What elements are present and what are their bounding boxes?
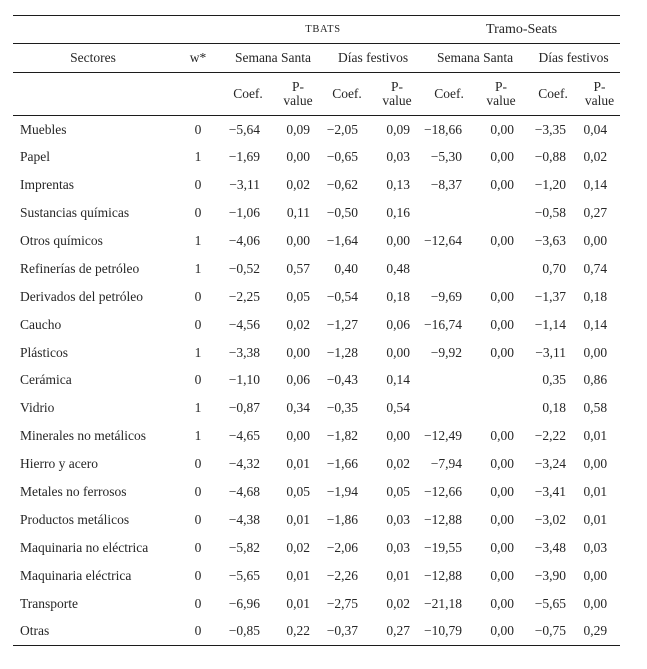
pvalue-value-cell: 0,09	[386, 121, 411, 137]
pvalue-value-cell: 0,22	[273, 618, 323, 646]
pvalue-value-cell: 0,00	[286, 149, 310, 165]
pvalue-value-cell: 0,01	[583, 428, 608, 444]
results-table-container	[13, 15, 620, 646]
pvalue-value-cell: 0,00	[490, 484, 515, 500]
coef-value-cell: −1,27	[326, 316, 358, 332]
coef-value-cell: −3,11	[535, 344, 567, 360]
pvalue-value-cell: 0,01	[583, 511, 608, 527]
pvalue-header-line1: P-	[495, 78, 508, 94]
pvalue-value-cell: 0,00	[490, 456, 515, 472]
table-body	[13, 116, 620, 646]
coef-value-cell: −4,68	[228, 484, 260, 500]
table-row	[13, 618, 620, 646]
sector-name-cell: Minerales no metálicos	[20, 428, 146, 444]
pvalue-value-cell: 0,02	[286, 539, 310, 555]
sector-name-cell: Maquinaria eléctrica	[20, 567, 132, 583]
pvalue-value-cell: 0,00	[490, 316, 515, 332]
weight-value-cell: 1	[194, 428, 202, 444]
coef-value-cell: −3,02	[534, 511, 567, 527]
coef-value-cell: −1,14	[534, 316, 567, 332]
sector-name-cell: Otras	[13, 618, 173, 646]
coef-value-cell: −12,88	[424, 567, 463, 583]
coef-value-cell: −1,69	[228, 149, 260, 165]
coef-value-cell: −21,18	[424, 595, 463, 611]
coef-value-cell: −0,85	[223, 618, 273, 646]
table-row	[13, 171, 620, 199]
coef-value-cell: −4,38	[228, 511, 260, 527]
coef-value-cell: −9,69	[430, 288, 463, 304]
coef-value-cell: −2,26	[326, 567, 358, 583]
table-row	[13, 562, 620, 590]
table-row	[13, 116, 620, 144]
group-header-spacer	[13, 16, 223, 44]
coef-value-cell: −3,41	[534, 484, 567, 500]
sector-name-cell: Refinerías de petróleo	[20, 260, 140, 276]
pvalue-header	[579, 73, 620, 116]
tramo-seats-group-header: Tramo-Seats	[423, 16, 620, 44]
pvalue-value-cell: 0,05	[286, 484, 310, 500]
pvalue-value-cell: 0,01	[286, 567, 310, 583]
coef-value-cell: −1,94	[326, 484, 358, 500]
pvalue-value-cell: 0,03	[386, 539, 411, 555]
coef-value-cell: −18,66	[424, 121, 463, 137]
tramo-dias-festivos-header: Días festivos	[527, 44, 620, 73]
table-row	[13, 339, 620, 367]
pvalue-value-cell: 0,03	[583, 539, 608, 555]
sector-name-cell: Metales no ferrosos	[20, 484, 127, 500]
coef-value-cell: −3,38	[228, 344, 260, 360]
table-row	[13, 478, 620, 506]
coef-value-cell: −4,56	[228, 316, 260, 332]
statistic-header-row	[13, 73, 620, 116]
pvalue-value-cell: 0,00	[286, 428, 310, 444]
pvalue-value-cell: 0,00	[583, 567, 608, 583]
coef-value-cell: −1,10	[228, 372, 260, 388]
pvalue-value-cell: 0,00	[490, 177, 515, 193]
coef-header: Coef.	[223, 73, 273, 116]
pvalue-value-cell: 0,29	[579, 618, 620, 646]
coef-value-cell	[423, 255, 475, 283]
sector-name-cell: Imprentas	[20, 177, 74, 193]
pvalue-value-cell: 0,16	[386, 205, 411, 221]
pvalue-value-cell: 0,27	[583, 205, 608, 221]
pvalue-value-cell: 0,18	[583, 288, 608, 304]
coef-value-cell: −7,94	[430, 456, 463, 472]
pvalue-value-cell: 0,00	[490, 428, 515, 444]
table-header	[13, 16, 620, 116]
coef-value-cell	[423, 394, 475, 422]
coef-value-cell: −9,92	[430, 344, 463, 360]
coef-value-cell: −1,28	[326, 344, 358, 360]
pvalue-value-cell: 0,14	[583, 177, 608, 193]
coef-value-cell: 0,70	[542, 260, 567, 276]
tbats-dias-festivos-header: Días festivos	[323, 44, 423, 73]
coef-value-cell: −0,43	[326, 372, 358, 388]
pvalue-value-cell: 0,01	[286, 511, 310, 527]
coef-value-cell: −1,37	[534, 288, 567, 304]
weight-value-cell: 0	[173, 618, 223, 646]
coef-value-cell	[423, 199, 475, 227]
table-row	[13, 311, 620, 339]
coef-value-cell: −1,06	[228, 205, 260, 221]
coef-value-cell: −3,11	[229, 177, 260, 193]
table-row	[13, 283, 620, 311]
sector-name-cell: Hierro y acero	[20, 456, 98, 472]
coef-value-cell: −5,65	[534, 595, 567, 611]
pvalue-value-cell: 0,00	[286, 344, 310, 360]
pvalue-value-cell: 0,02	[386, 456, 411, 472]
pvalue-header-line1: P-	[391, 78, 404, 94]
pvalue-value-cell: 0,01	[583, 484, 608, 500]
weight-value-cell: 1	[194, 344, 202, 360]
coef-value-cell: −2,22	[534, 428, 567, 444]
pvalue-value-cell: 0,11	[286, 205, 310, 221]
pvalue-value-cell: 0,00	[490, 149, 515, 165]
pvalue-value-cell: 0,00	[583, 233, 608, 248]
coef-value-cell: −4,65	[228, 428, 260, 444]
coef-value-cell: −12,49	[424, 428, 463, 444]
table-row	[13, 506, 620, 534]
coef-value-cell: −2,25	[228, 288, 260, 304]
pvalue-value-cell: 0,06	[386, 316, 411, 332]
pvalue-value-cell: 0,05	[386, 484, 411, 500]
pvalue-value-cell: 0,04	[583, 121, 608, 137]
coef-value-cell: −5,65	[228, 567, 260, 583]
coef-value-cell: −0,50	[326, 205, 358, 221]
coef-value-cell: −3,63	[534, 233, 567, 248]
pvalue-value-cell: 0,01	[286, 456, 310, 472]
coef-value-cell: −0,75	[527, 618, 579, 646]
coef-value-cell: −2,06	[326, 539, 358, 555]
weight-value-cell: 0	[194, 316, 202, 332]
coef-value-cell: −1,82	[326, 428, 358, 444]
table-row	[13, 534, 620, 562]
coef-value-cell: −1,66	[326, 456, 358, 472]
pvalue-value-cell: 0,00	[490, 567, 515, 583]
coef-value-cell: −0,58	[534, 205, 567, 221]
pvalue-value-cell: 0,02	[286, 316, 310, 332]
pvalue-value-cell: 0,00	[490, 539, 515, 555]
pvalue-value-cell: 0,18	[386, 288, 411, 304]
pvalue-header-line2: value	[283, 93, 313, 108]
tramo-semana-santa-header: Semana Santa	[423, 44, 527, 73]
sector-name-cell: Maquinaria no eléctrica	[20, 539, 149, 555]
pvalue-value-cell: 0,00	[490, 233, 515, 248]
coef-value-cell: −3,35	[534, 121, 567, 137]
weight-column-header: w*	[173, 44, 223, 73]
weight-value-cell: 0	[194, 205, 202, 221]
tbats-group-header: TBATS	[223, 16, 423, 44]
sector-name-cell: Papel	[20, 149, 50, 165]
coef-value-cell: 0,35	[542, 372, 567, 388]
pvalue-value-cell: 0,06	[286, 372, 310, 388]
pvalue-header	[273, 73, 323, 116]
coef-value-cell: −0,52	[228, 260, 260, 276]
pvalue-value-cell: 0,14	[386, 372, 411, 388]
pvalue-value-cell: 0,48	[386, 260, 411, 276]
pvalue-header-line2: value	[382, 93, 412, 108]
coef-value-cell: −6,96	[228, 595, 260, 611]
pvalue-value-cell: 0,57	[286, 260, 310, 276]
pvalue-value-cell: 0,00	[286, 233, 310, 248]
coef-value-cell: 0,40	[334, 260, 358, 276]
weight-value-cell: 1	[194, 149, 202, 165]
coef-value-cell	[423, 367, 475, 395]
coef-value-cell: −0,62	[326, 177, 358, 193]
table-row	[13, 422, 620, 450]
table-row	[13, 199, 620, 227]
coef-header: Coef.	[323, 73, 371, 116]
coef-header: Coef.	[527, 73, 579, 116]
pvalue-value-cell: 0,03	[386, 511, 411, 527]
pvalue-value-cell: 0,01	[286, 595, 310, 611]
column-span-header-row	[13, 44, 620, 73]
pvalue-value-cell	[475, 199, 527, 227]
coef-value-cell: −10,79	[423, 618, 475, 646]
pvalue-value-cell: 0,01	[386, 567, 411, 583]
coef-value-cell: −0,88	[534, 149, 567, 165]
sectors-column-header: Sectores	[13, 44, 173, 73]
coef-value-cell: −3,24	[534, 456, 567, 472]
table-row	[13, 590, 620, 618]
pvalue-value-cell: 0,00	[583, 595, 608, 611]
coef-value-cell: −3,48	[534, 539, 567, 555]
coef-value-cell: −12,88	[424, 511, 463, 527]
coef-value-cell: −1,64	[326, 233, 358, 248]
coef-value-cell: −0,87	[228, 400, 260, 416]
weight-value-cell: 0	[194, 372, 202, 388]
coef-value-cell: −12,64	[424, 233, 463, 248]
pvalue-value-cell: 0,00	[490, 511, 515, 527]
table-row	[13, 367, 620, 395]
pvalue-value-cell: 0,00	[583, 456, 608, 472]
pvalue-header	[475, 73, 527, 116]
weight-value-cell: 0	[194, 511, 202, 527]
model-group-header-row	[13, 16, 620, 44]
coef-value-cell: −5,30	[430, 149, 463, 165]
tbats-semana-santa-header: Semana Santa	[223, 44, 323, 73]
pvalue-value-cell	[475, 255, 527, 283]
pvalue-value-cell: 0,86	[583, 372, 608, 388]
weight-value-cell: 1	[194, 260, 202, 276]
coef-value-cell: −12,66	[424, 484, 463, 500]
sector-name-cell: Muebles	[20, 121, 67, 137]
pvalue-value-cell: 0,27	[371, 618, 423, 646]
coef-value-cell: −5,82	[228, 539, 260, 555]
coef-value-cell: −1,86	[326, 511, 358, 527]
coef-value-cell: −3,90	[534, 567, 567, 583]
sector-name-cell: Sustancias químicas	[20, 205, 130, 221]
pvalue-value-cell: 0,02	[386, 595, 411, 611]
coef-value-cell: −0,37	[323, 618, 371, 646]
coef-value-cell: −0,65	[326, 149, 358, 165]
pvalue-value-cell: 0,02	[583, 149, 608, 165]
coef-value-cell: −8,37	[430, 177, 463, 193]
weight-value-cell: 0	[194, 288, 202, 304]
table-row	[13, 255, 620, 283]
sector-name-cell: Caucho	[20, 316, 62, 332]
pvalue-value-cell: 0,14	[583, 316, 608, 332]
coef-value-cell: −2,75	[326, 595, 358, 611]
weight-value-cell: 0	[194, 456, 202, 472]
pvalue-value-cell: 0,00	[475, 618, 527, 646]
pvalue-header-line1: P-	[593, 78, 606, 94]
table-row	[13, 143, 620, 171]
coef-value-cell: −2,05	[326, 121, 358, 137]
pvalue-value-cell: 0,34	[286, 400, 310, 416]
sector-name-cell: Otros químicos	[20, 233, 103, 248]
pvalue-value-cell: 0,58	[583, 400, 608, 416]
coef-value-cell: −0,35	[326, 400, 358, 416]
pvalue-value-cell: 0,00	[583, 344, 608, 360]
pvalue-value-cell	[475, 394, 527, 422]
pvalue-value-cell: 0,00	[490, 288, 515, 304]
sector-name-cell: Derivados del petróleo	[20, 288, 143, 304]
seasonal-effects-table	[13, 15, 620, 646]
pvalue-value-cell: 0,03	[386, 149, 411, 165]
pvalue-value-cell: 0,00	[490, 121, 515, 137]
pvalue-value-cell: 0,00	[386, 428, 411, 444]
weight-value-cell: 0	[194, 484, 202, 500]
sector-name-cell: Transporte	[20, 595, 79, 611]
pvalue-value-cell: 0,00	[386, 233, 411, 248]
pvalue-value-cell: 0,05	[286, 288, 310, 304]
pvalue-value-cell	[475, 367, 527, 395]
coef-value-cell: −19,55	[424, 539, 463, 555]
pvalue-value-cell: 0,13	[386, 177, 411, 193]
pvalue-value-cell: 0,54	[386, 400, 411, 416]
pvalue-header-line1: P-	[291, 78, 304, 94]
pvalue-header	[371, 73, 423, 116]
sector-name-cell: Vidrio	[20, 400, 55, 416]
coef-value-cell: −5,64	[228, 121, 260, 137]
table-row	[13, 227, 620, 255]
coef-header: Coef.	[423, 73, 475, 116]
statistic-header-spacer	[13, 73, 223, 116]
coef-value-cell: −4,32	[228, 456, 260, 472]
coef-value-cell: −16,74	[424, 316, 463, 332]
pvalue-value-cell: 0,02	[286, 177, 310, 193]
pvalue-value-cell: 0,00	[490, 595, 515, 611]
weight-value-cell: 0	[194, 121, 202, 137]
sector-name-cell: Cerámica	[20, 372, 72, 388]
coef-value-cell: −4,06	[228, 233, 260, 248]
sector-name-cell: Productos metálicos	[20, 511, 130, 527]
pvalue-value-cell: 0,00	[490, 344, 515, 360]
pvalue-value-cell: 0,00	[386, 344, 411, 360]
weight-value-cell: 0	[194, 539, 202, 555]
pvalue-value-cell: 0,09	[286, 121, 310, 137]
coef-value-cell: −1,20	[534, 177, 567, 193]
weight-value-cell: 1	[194, 400, 202, 416]
weight-value-cell: 0	[194, 595, 202, 611]
table-row	[13, 394, 620, 422]
pvalue-value-cell: 0,74	[583, 260, 608, 276]
coef-value-cell: 0,18	[542, 400, 567, 416]
weight-value-cell: 0	[194, 177, 202, 193]
sector-name-cell: Plásticos	[20, 344, 69, 360]
pvalue-header-line2: value	[584, 93, 615, 108]
weight-value-cell: 0	[194, 567, 202, 583]
coef-value-cell: −0,54	[326, 288, 358, 304]
weight-value-cell: 1	[194, 233, 202, 248]
table-row	[13, 450, 620, 478]
pvalue-header-line2: value	[486, 93, 516, 108]
